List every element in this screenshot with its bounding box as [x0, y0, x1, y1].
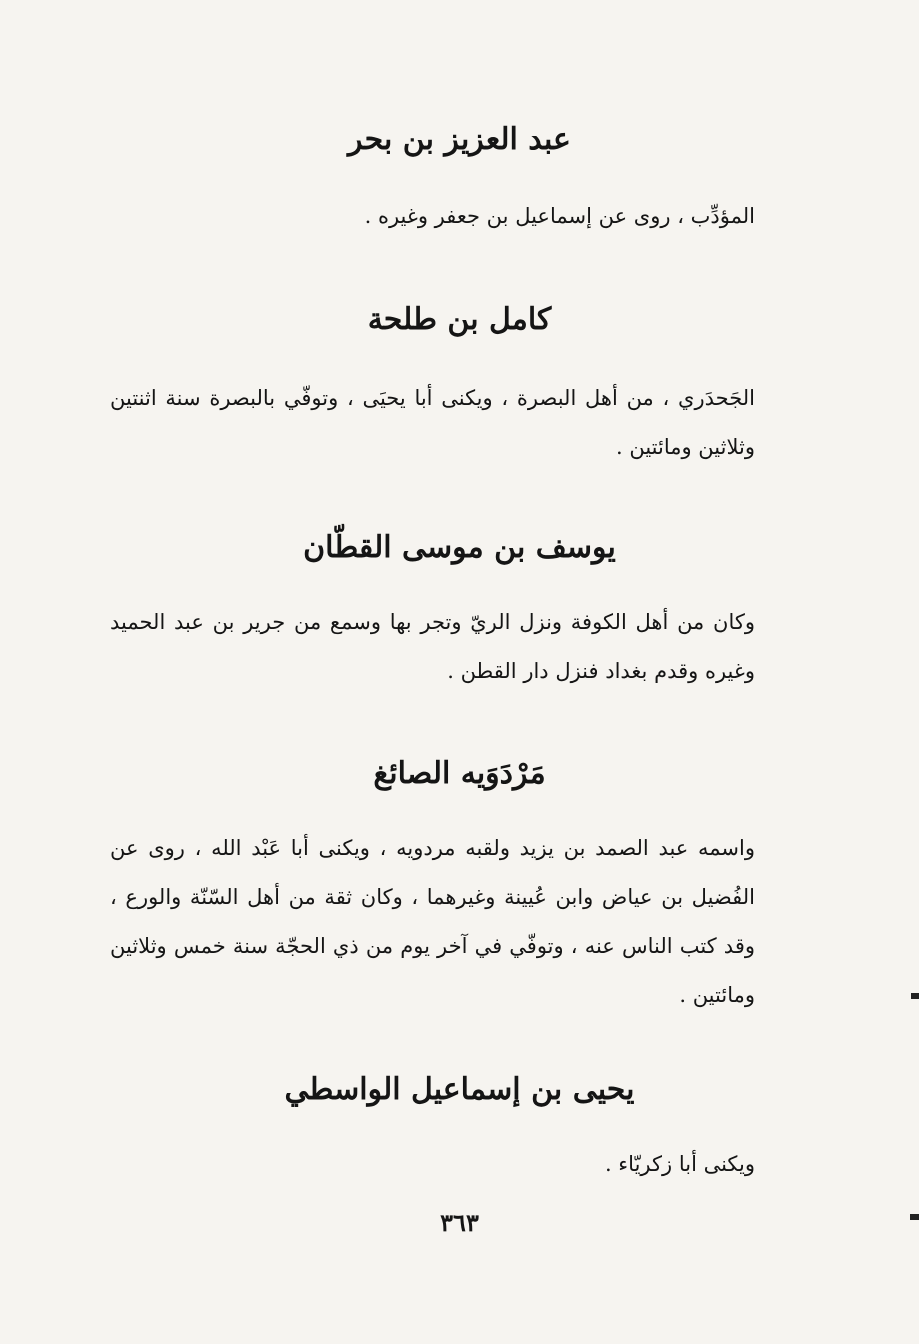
- entry-body: [110, 374, 810, 472]
- entry-body: [110, 1140, 810, 1189]
- entry-title: يوسف بن موسى القطّان: [303, 530, 616, 565]
- entry-text: وكان من أهل الكوفة ونزل الريّ وتجر بها وسمع من جرير بن عبد الحميد وغيره وقدم بغداد فنزل دار القطن .: [110, 610, 755, 683]
- scan-edge-mark: [910, 1214, 919, 1220]
- entry-text: المؤدِّب ، روى عن إسماعيل بن جعفر وغيره .: [364, 204, 755, 228]
- entry-title: كامل بن طلحة: [367, 302, 552, 337]
- entry-body: [110, 192, 810, 241]
- entry-text: ويكنى أبا زكريّاء .: [604, 1152, 755, 1176]
- entry-text: واسمه عبد الصمد بن يزيد ولقبه مردويه ، ويكنى أبا عَبْد الله ، روى عن الفُضيل بن عياض وابن عُيينة وغيرهما ، وكان ثقة من أهل السّنّة والورع ، وقد كتب الناس عنه ، وتوفّي في آخر يوم من ذي الحجّة سنة خمس وثلاثين ومائتين .: [110, 836, 755, 1007]
- entry-body: [110, 598, 810, 696]
- entry-title: يحيى بن إسماعيل الواسطي: [284, 1072, 635, 1107]
- entry-title: مَرْدَوَيه الصائغ: [373, 756, 546, 791]
- entry-body: [110, 824, 810, 1020]
- scan-edge-mark: [911, 993, 919, 999]
- page-number: ٣٦٣: [440, 1208, 479, 1237]
- entry-title: عبد العزيز بن بحر: [348, 122, 571, 157]
- entry-text: الجَحدَري ، من أهل البصرة ، ويكنى أبا يحيَى ، وتوفّي بالبصرة سنة اثنتين وثلاثين ومائتين .: [110, 386, 755, 459]
